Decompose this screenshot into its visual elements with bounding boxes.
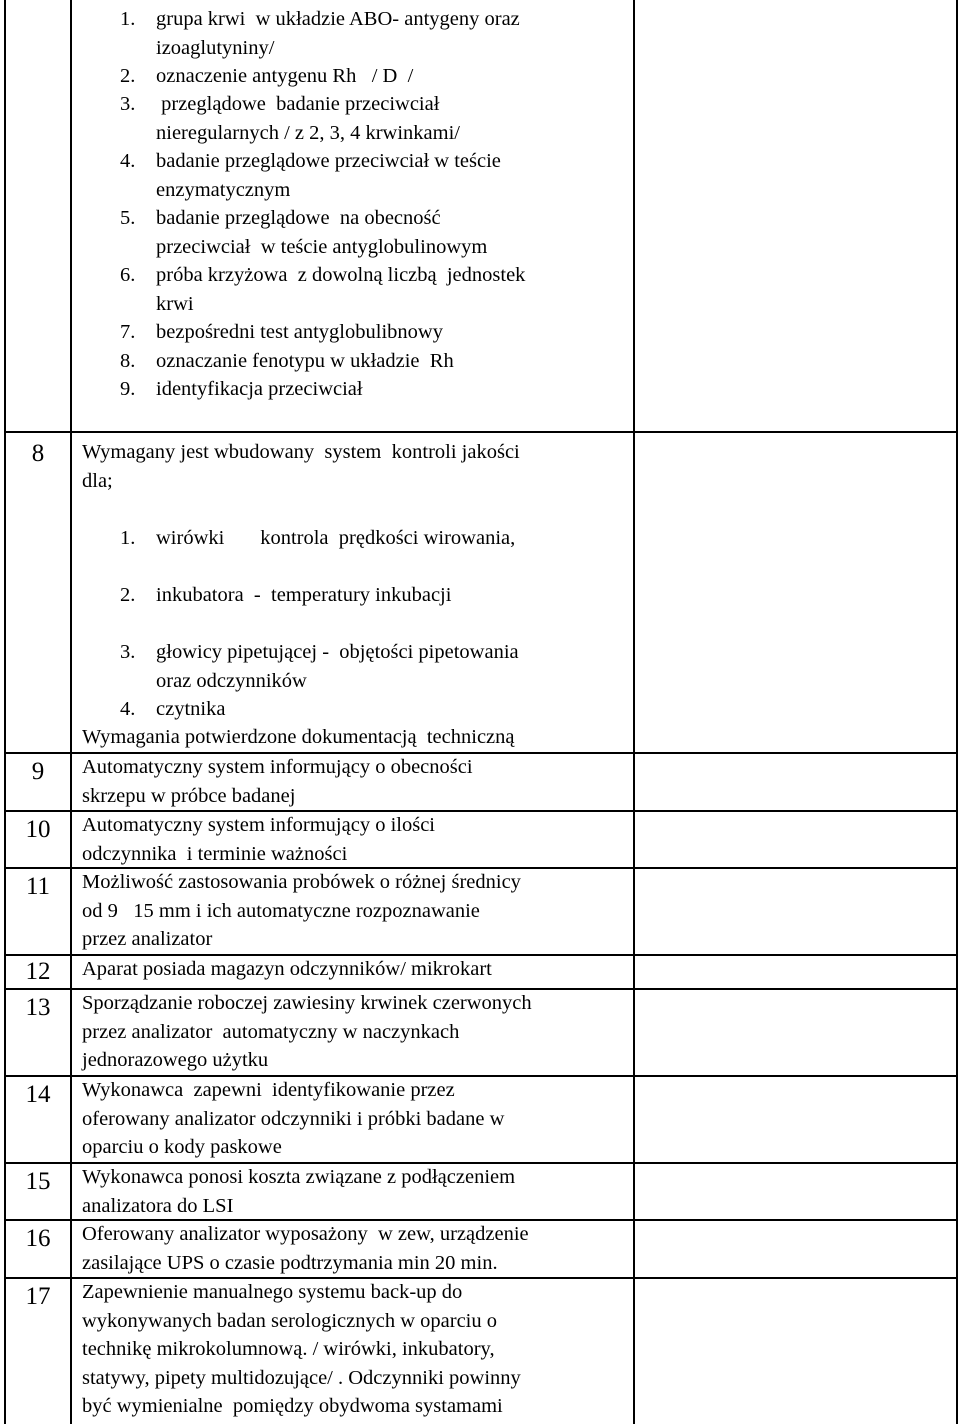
row-description: Możliwość zastosowania probówek o różnej średnicy od 9 15 mm i ich automatyczne rozpoznawanie przez analizator	[82, 871, 521, 950]
row-number: 15	[25, 1168, 51, 1195]
list-item-text: oznaczenie antygenu Rh / D /	[156, 65, 414, 87]
row-number: 14	[25, 1081, 51, 1108]
row-number: 8	[31, 440, 45, 467]
table-left-border	[4, 0, 6, 1424]
list-item-number: 8.	[120, 350, 136, 372]
row-number: 11	[25, 873, 51, 900]
list-item-text: badanie przeglądowe przeciwciał w teście enzymatycznym	[156, 150, 501, 201]
list-item-text: bezpośredni test antyglobulibnowy	[156, 321, 443, 343]
row-description: Zapewnienie manualnego systemu back-up do wykonywanych badan serologicznych w oparciu o technikę mikrokolumnową. / wirówki, inkubatory, statywy, pipety multidozujące/ . Odczynniki powinny być wymienialne pomiędzy obydwoma systamami	[82, 1281, 521, 1417]
list-item-text: przeglądowe badanie przeciwciał nieregularnych / z 2, 3, 4 krwinkami/	[156, 93, 460, 144]
list-item-number: 4.	[120, 150, 136, 172]
row-description: Wymagany jest wbudowany system kontroli jakości dla;	[82, 441, 520, 492]
row-description: Oferowany analizator wyposażony w zew, urządzenie zasilające UPS o czasie podtrzymania min 20 min.	[82, 1223, 529, 1274]
list-item-number: 5.	[120, 207, 136, 229]
list-item-text: czytnika	[156, 698, 226, 720]
list-item-text: próba krzyżowa z dowolną liczbą jednostek krwi	[156, 264, 526, 315]
list-item-number: 1.	[120, 527, 136, 549]
row-number: 17	[25, 1283, 51, 1310]
list-item-number: 3.	[120, 93, 136, 115]
list-item-text: identyfikacja przeciwciał	[156, 378, 363, 400]
table-right-border	[956, 0, 958, 1424]
row-description: Wykonawca zapewni identyfikowanie przez oferowany analizator odczynniki i próbki badane w oparciu o kody paskowe	[82, 1079, 505, 1158]
column-divider-number	[70, 0, 72, 1424]
list-item-number: 7.	[120, 321, 136, 343]
row-footnote: Wymagania potwierdzone dokumentacją techniczną	[82, 726, 515, 748]
row-number: 9	[31, 758, 45, 785]
list-item-number: 6.	[120, 264, 136, 286]
list-item-text: oznaczanie fenotypu w układzie Rh	[156, 350, 454, 372]
list-item-number: 3.	[120, 641, 136, 663]
list-item-text: wirówki kontrola prędkości wirowania,	[156, 527, 516, 549]
list-item-number: 4.	[120, 698, 136, 720]
row-number: 16	[25, 1225, 51, 1252]
list-item-number: 9.	[120, 378, 136, 400]
row-number: 13	[25, 994, 51, 1021]
list-item-number: 1.	[120, 8, 136, 30]
list-item-text: inkubatora - temperatury inkubacji	[156, 584, 452, 606]
list-item-text: grupa krwi w układzie ABO- antygeny oraz izoaglutyniny/	[156, 8, 520, 59]
list-item-text: głowicy pipetującej - objętości pipetowania oraz odczynników	[156, 641, 519, 692]
row-description: Automatyczny system informujący o ilości odczynnika i terminie ważności	[82, 814, 435, 865]
list-item-text: badanie przeglądowe na obecność przeciwciał w teście antyglobulinowym	[156, 207, 488, 258]
list-item-number: 2.	[120, 584, 136, 606]
row-number: 12	[25, 958, 51, 985]
row-number: 10	[25, 816, 51, 843]
row-description: Wykonawca ponosi koszta związane z podłączeniem analizatora do LSI	[82, 1166, 516, 1217]
row-description: Sporządzanie roboczej zawiesiny krwinek czerwonych przez analizator automatyczny w naczynkach jednorazowego użytku	[82, 992, 532, 1071]
row-description: Aparat posiada magazyn odczynników/ mikrokart	[82, 958, 492, 980]
row-description: Automatyczny system informujący o obecności skrzepu w próbce badanej	[82, 756, 473, 807]
row-divider	[4, 431, 958, 433]
list-item-number: 2.	[120, 65, 136, 87]
